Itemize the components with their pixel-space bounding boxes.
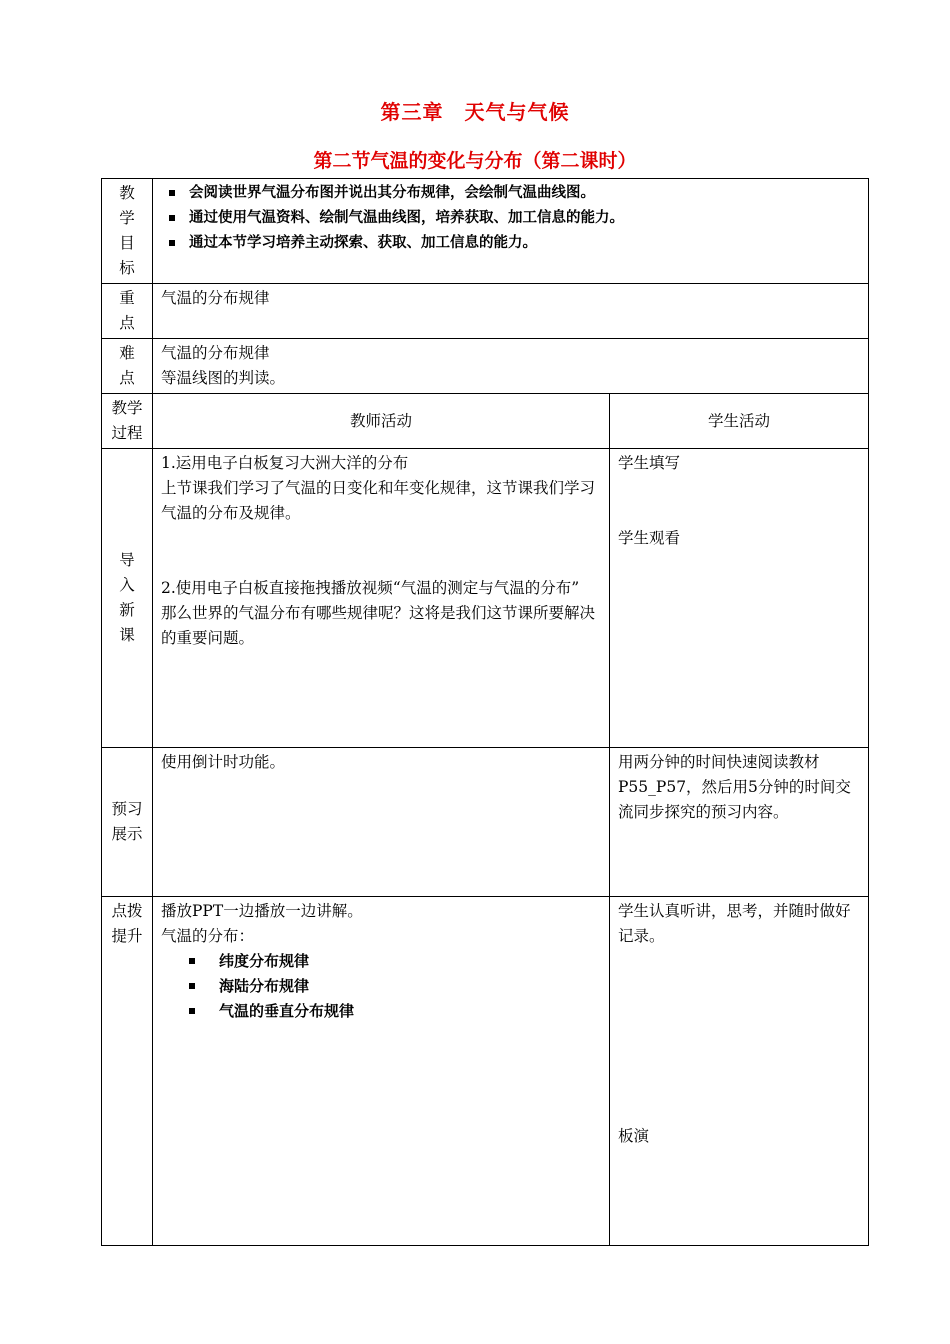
goal-item: 会阅读世界气温分布图并说出其分布规律，会绘制气温曲线图。	[189, 181, 860, 206]
key-points-content: 气温的分布规律	[153, 284, 869, 339]
board-demo-note: 板演	[618, 1127, 650, 1145]
difficulties-row	[102, 339, 869, 394]
distribution-rule-item: 海陆分布规律	[219, 974, 601, 999]
preview-student-activity: 用两分钟的时间快速阅读教材P55_P57，然后用5分钟的时间交流同步探究的预习内容。	[610, 748, 869, 897]
preview-label: 预习 展示	[102, 748, 153, 897]
student-activity-header: 学生活动	[610, 394, 869, 449]
intro-teacher-activity: 1.运用电子白板复习大洲大洋的分布 上节课我们学习了气温的日变化和年变化规律，这节课我们学习气温的分布及规律。 2.使用电子白板直接拖拽播放视频“气温的测定与气温的分布” 那么世界的气温分布有哪些规律呢？这将是我们这节课所要解决的重要问题。	[153, 449, 610, 748]
difficulties-content: 气温的分布规律 等温线图的判读。	[153, 339, 869, 394]
process-header-row	[102, 394, 869, 449]
key-points-row	[102, 284, 869, 339]
goal-item: 通过使用气温资料、绘制气温曲线图，培养获取、加工信息的能力。	[189, 206, 860, 231]
goal-item: 通过本节学习培养主动探索、获取、加工信息的能力。	[189, 231, 860, 256]
goals-row	[102, 179, 869, 284]
difficulties-label: 难 点	[102, 339, 153, 394]
key-points-label: 重 点	[102, 284, 153, 339]
section-title: 第二节气温的变化与分布（第二课时）	[313, 150, 637, 172]
intro-label: 导 入 新 课	[102, 449, 153, 748]
preview-teacher-activity: 使用倒计时功能。	[153, 748, 610, 897]
goals-content	[153, 179, 869, 284]
process-label: 教学 过程	[102, 394, 153, 449]
goals-label: 教 学 目 标	[102, 179, 153, 284]
guide-label: 点拨 提升	[102, 897, 153, 1246]
guide-teacher-activity: 播放PPT一边播放一边讲解。 气温的分布： 纬度分布规律 海陆分布规律 气温的垂直分布规律	[153, 897, 610, 1246]
chapter-title: 第三章 天气与气候	[380, 100, 570, 124]
guide-student-activity: 学生认真听讲，思考，并随时做好记录。 板演	[610, 897, 869, 1246]
distribution-rule-item: 气温的垂直分布规律	[219, 999, 601, 1024]
intro-row	[102, 449, 869, 748]
lesson-plan-table	[101, 178, 869, 1246]
guide-row	[102, 897, 869, 1246]
preview-row	[102, 748, 869, 897]
intro-student-activity: 学生填写 学生观看	[610, 449, 869, 748]
teacher-activity-header: 教师活动	[153, 394, 610, 449]
distribution-rule-item: 纬度分布规律	[219, 949, 601, 974]
